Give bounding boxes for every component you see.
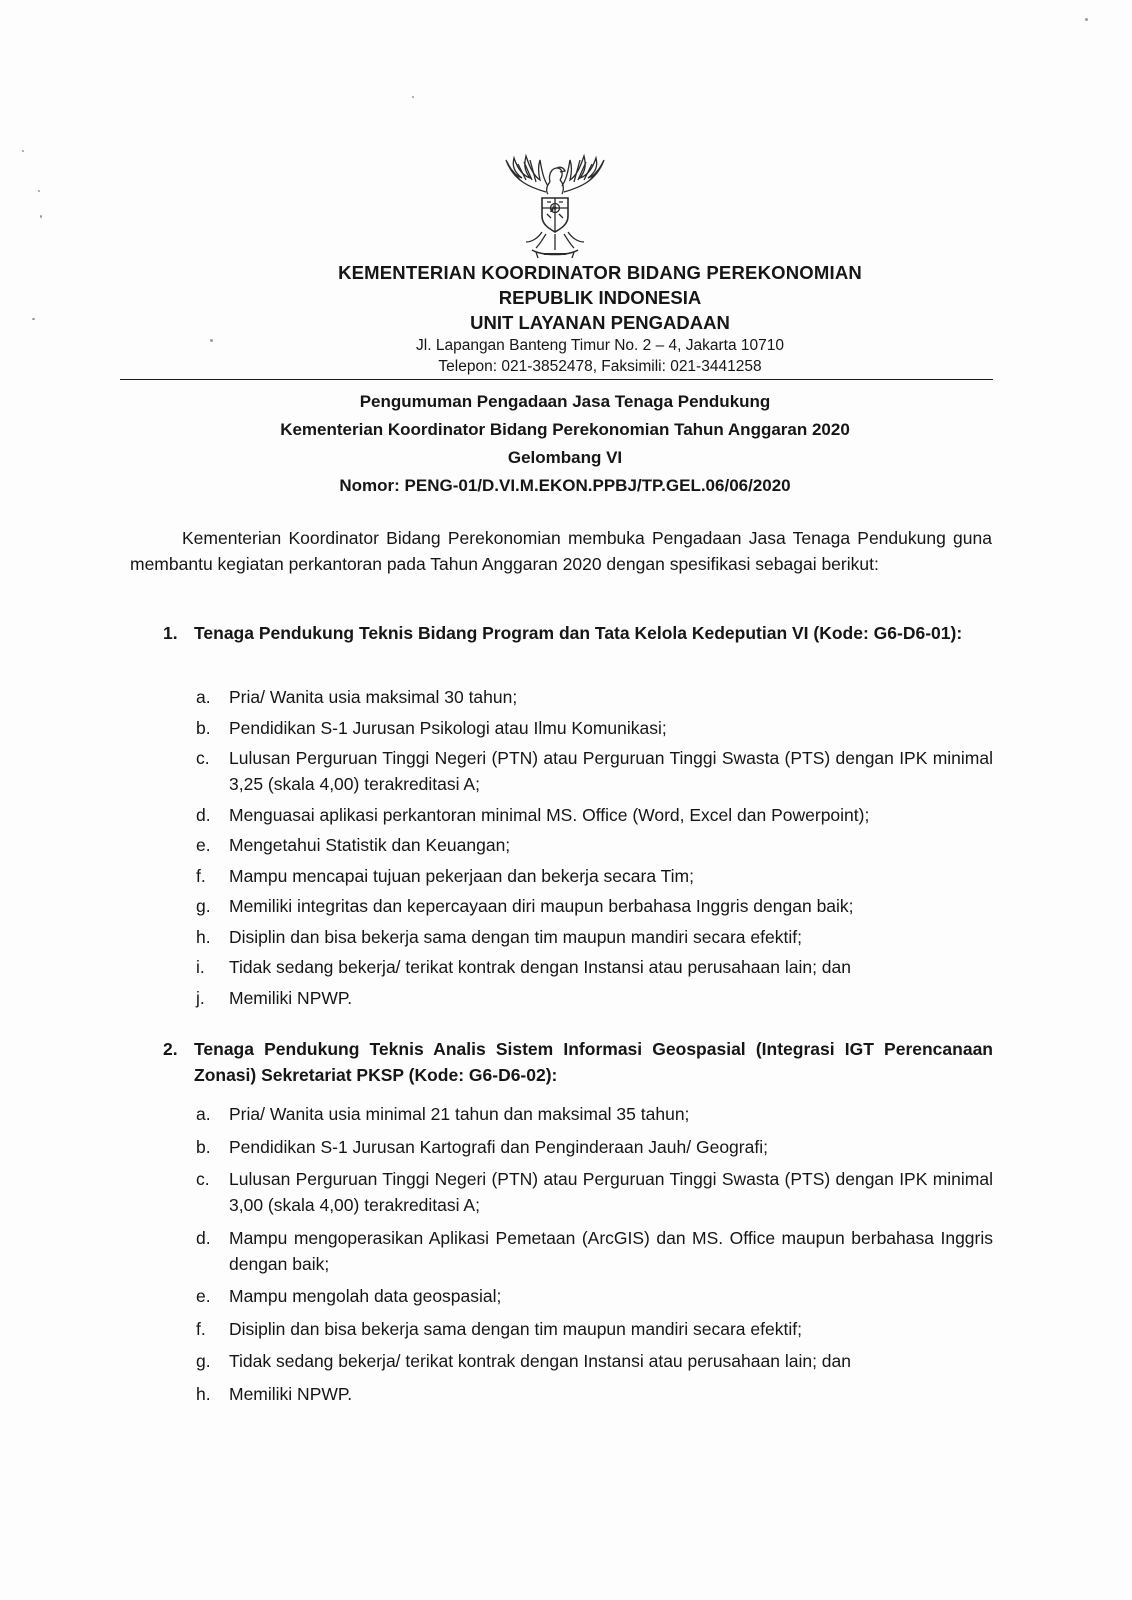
list-item-text: Mengetahui Statistik dan Keuangan; [229, 835, 511, 855]
list-item [196, 802, 993, 828]
list-marker: g. [196, 896, 211, 916]
list-item [196, 985, 993, 1011]
section-number: 2. [163, 1039, 178, 1059]
list-item [196, 745, 993, 797]
list-marker: e. [196, 1286, 211, 1306]
announcement-subtitle: Kementerian Koordinator Bidang Perekonomian Tahun Anggaran 2020 [280, 420, 850, 439]
list-marker: e. [196, 835, 211, 855]
list-item-text: Lulusan Perguruan Tinggi Negeri (PTN) atau Perguruan Tinggi Swasta (PTS) dengan IPK minimal 3,25 (skala 4,00) terakreditasi A; [229, 748, 993, 794]
section-heading [163, 620, 993, 646]
list-marker: a. [196, 687, 211, 707]
list-item [196, 1134, 993, 1160]
requirements-list [196, 1101, 993, 1413]
scan-speck [32, 318, 35, 320]
list-item-text: Pria/ Wanita usia minimal 21 tahun dan maksimal 35 tahun; [229, 1104, 690, 1124]
list-marker: a. [196, 1104, 211, 1124]
list-item [196, 832, 993, 858]
list-marker: b. [196, 1136, 211, 1157]
list-item-text: Menguasai aplikasi perkantoran minimal MS. Office (Word, Excel dan Powerpoint); [229, 804, 870, 825]
scan-speck [412, 96, 414, 98]
contact-line: Telepon: 021-3852478, Faksimili: 021-3441258 [438, 358, 762, 375]
list-marker: d. [196, 804, 211, 825]
scan-speck [40, 215, 42, 218]
list-marker: f. [196, 865, 206, 886]
list-item [196, 893, 993, 919]
list-item [196, 1101, 993, 1127]
list-item-text: Memiliki NPWP. [229, 1383, 353, 1404]
list-item [196, 1316, 993, 1342]
list-marker: i. [196, 957, 205, 977]
list-marker: d. [196, 1227, 211, 1248]
requirements-list [196, 684, 993, 1015]
list-marker: f. [196, 1318, 206, 1339]
section-title: Tenaga Pendukung Teknis Bidang Program dan Tata Kelola Kedeputian VI (Kode: G6-D6-01): [194, 623, 963, 643]
list-item-text: Tidak sedang bekerja/ terikat kontrak dengan Instansi atau perusahaan lain; dan [229, 957, 851, 977]
scan-speck [1085, 18, 1088, 21]
list-item [196, 1225, 993, 1277]
garuda-pancasila-emblem [502, 152, 608, 260]
list-item-text: Memiliki integritas dan kepercayaan diri maupun berbahasa Inggris dengan baik; [229, 896, 854, 916]
list-marker: h. [196, 926, 211, 947]
announcement-number: Nomor: PENG-01/D.VI.M.EKON.PPBJ/TP.GEL.06/06/2020 [339, 476, 791, 495]
section-number: 1. [163, 623, 178, 643]
list-item-text: Disiplin dan bisa bekerja sama dengan tim maupun mandiri secara efektif; [229, 926, 802, 947]
address-line: Jl. Lapangan Banteng Timur No. 2 – 4, Jakarta 10710 [416, 337, 784, 354]
scan-speck [38, 190, 40, 192]
section-heading [163, 1036, 993, 1088]
scan-speck [22, 150, 24, 152]
list-item-text: Tidak sedang bekerja/ terikat kontrak dengan Instansi atau perusahaan lain; dan [229, 1351, 851, 1371]
ministry-name: KEMENTERIAN KOORDINATOR BIDANG PEREKONOMIAN [338, 262, 862, 283]
intro-paragraph: Kementerian Koordinator Bidang Perekonomian membuka Pengadaan Jasa Tenaga Pendukung guna membantu kegiatan perkantoran pada Tahun Anggaran 2020 dengan spesifikasi sebagai berikut: [130, 528, 992, 574]
list-item-text: Memiliki NPWP. [229, 987, 353, 1008]
list-marker: g. [196, 1351, 211, 1371]
list-item-text: Disiplin dan bisa bekerja sama dengan tim maupun mandiri secara efektif; [229, 1318, 802, 1339]
country-name: REPUBLIK INDONESIA [498, 287, 702, 308]
list-marker: h. [196, 1383, 211, 1404]
unit-name: UNIT LAYANAN PENGADAAN [470, 312, 730, 333]
list-item [196, 954, 993, 980]
list-item-text: Mampu mengolah data geospasial; [229, 1286, 502, 1306]
list-item-text: Mampu mengoperasikan Aplikasi Pemetaan (ArcGIS) dan MS. Office maupun berbahasa Inggris dengan baik; [229, 1227, 993, 1274]
list-item [196, 1381, 993, 1407]
list-marker: b. [196, 717, 211, 738]
list-item [196, 684, 993, 710]
list-item-text: Lulusan Perguruan Tinggi Negeri (PTN) atau Perguruan Tinggi Swasta (PTS) dengan IPK minimal 3,00 (skala 4,00) terakreditasi A; [229, 1169, 993, 1215]
list-item-text: Mampu mencapai tujuan pekerjaan dan bekerja secara Tim; [229, 865, 694, 886]
list-item [196, 863, 993, 889]
list-item [196, 1348, 993, 1374]
list-marker: c. [196, 1169, 210, 1189]
list-item-text: Pendidikan S-1 Jurusan Kartografi dan Penginderaan Jauh/ Geografi; [229, 1136, 768, 1157]
announcement-title: Pengumuman Pengadaan Jasa Tenaga Pendukung [359, 392, 771, 411]
list-item [196, 1283, 993, 1309]
list-marker: j. [196, 987, 205, 1008]
list-item [196, 1166, 993, 1218]
list-item-text: Pria/ Wanita usia maksimal 30 tahun; [229, 687, 518, 707]
list-item [196, 924, 993, 950]
list-item [196, 715, 993, 741]
section-title: Tenaga Pendukung Teknis Analis Sistem Informasi Geospasial (Integrasi IGT Perencanaan Zonasi) Sekretariat PKSP (Kode: G6-D6-02): [194, 1039, 993, 1085]
announcement-wave: Gelombang VI [507, 448, 623, 467]
list-item-text: Pendidikan S-1 Jurusan Psikologi atau Ilmu Komunikasi; [229, 717, 667, 738]
letterhead-divider [120, 379, 993, 380]
list-marker: c. [196, 748, 210, 768]
